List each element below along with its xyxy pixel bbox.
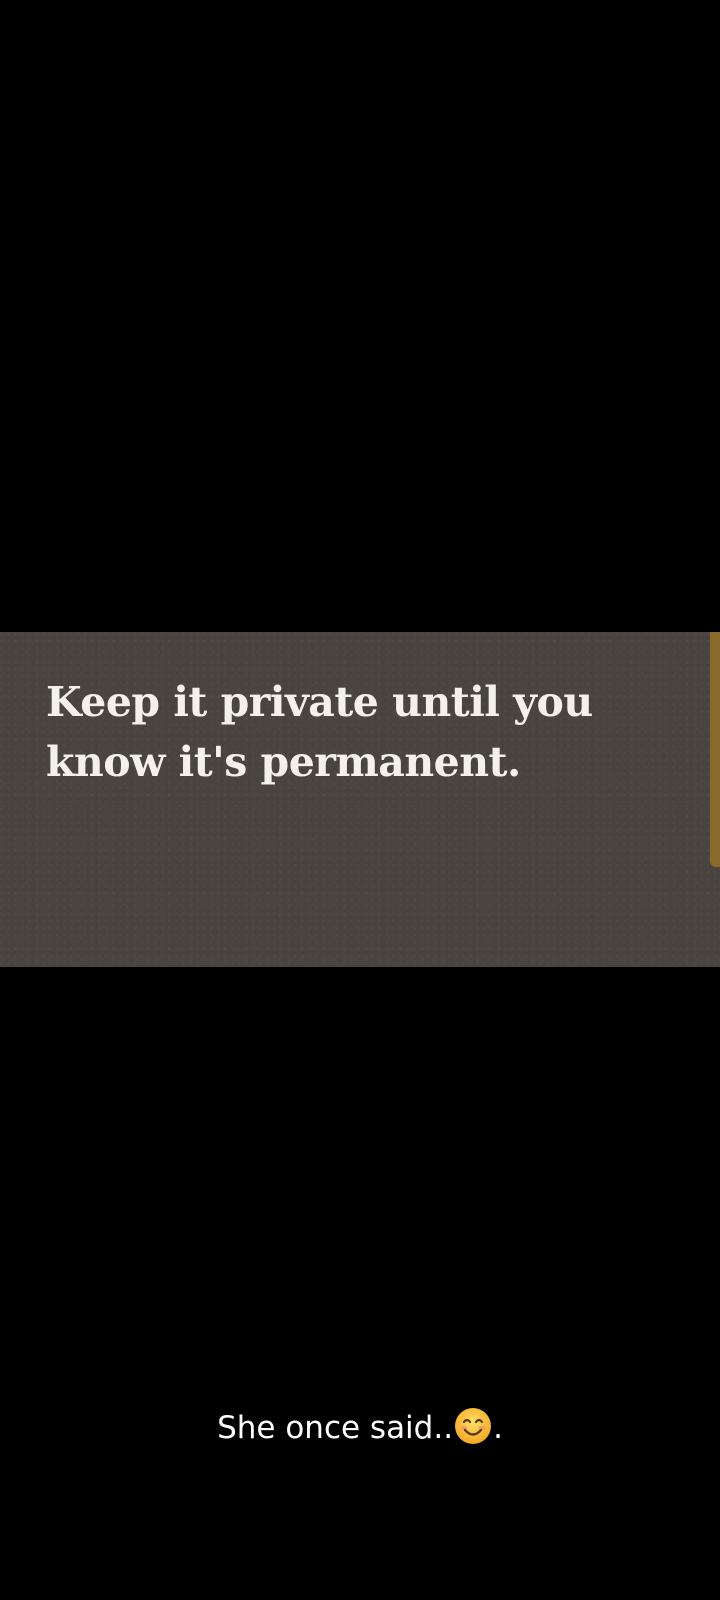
caption-trailing-dot: . xyxy=(493,1410,503,1446)
quote-text: Keep it private until you know it's permanent. xyxy=(46,678,593,786)
scroll-indicator[interactable] xyxy=(710,632,720,867)
caption xyxy=(0,1402,720,1454)
caption-text: She once said.. xyxy=(217,1410,454,1446)
quote-card xyxy=(0,632,720,967)
smiling-face-icon xyxy=(453,1406,493,1446)
